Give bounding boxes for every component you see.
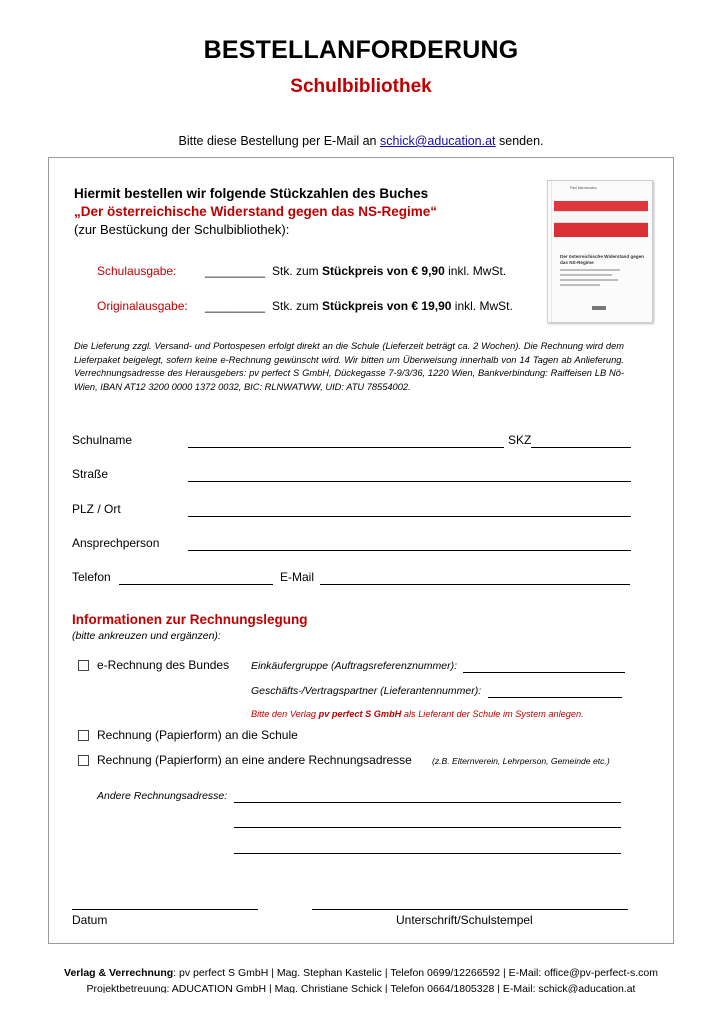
edition-label-school: Schulausgabe: (97, 264, 177, 278)
send-prefix: Bitte diese Bestellung per E-Mail an (178, 134, 377, 148)
phone-input[interactable] (119, 584, 273, 585)
edition-qty-text: Stk. zum (272, 264, 319, 278)
supplier-note-company: pv perfect S GmbH (318, 709, 402, 719)
edition-price: Stückpreis von € 9,90 (322, 264, 445, 278)
send-suffix: senden. (499, 134, 544, 148)
partner-input[interactable] (488, 697, 622, 698)
edition-qty-text: Stk. zum (272, 299, 319, 313)
supplier-note (251, 709, 584, 719)
book-cover-title: Der österreichische Widerstand gegen das NS-Regime (560, 254, 644, 265)
buyer-group-label: Einkäufergruppe (Auftragsreferenznummer): (251, 660, 458, 672)
field-label-skz: SKZ (508, 433, 532, 447)
paper-invoice-school-label: Rechnung (Papierform) an die Schule (97, 728, 298, 742)
e-invoice-label: e-Rechnung des Bundes (97, 658, 230, 672)
signature-input[interactable] (312, 909, 628, 910)
other-address-line-2[interactable] (234, 827, 621, 828)
supplier-note-prefix: Bitte den Verlag (251, 709, 317, 719)
signature-label: Unterschrift/Schulstempel (396, 913, 533, 927)
school-name-input[interactable] (188, 447, 504, 448)
footer-publisher (0, 967, 722, 979)
field-label-email: E-Mail (280, 570, 315, 584)
billing-hint: (bitte ankreuzen und ergänzen): (72, 630, 221, 642)
footer-project (0, 983, 722, 993)
date-label: Datum (72, 913, 108, 927)
footer-project-details: Projektbetreuung: ADUCATION GmbH | Mag. Christiane Schick | Telefon 0664/1805328 | E-Mail: schick@aducation.at (86, 983, 636, 993)
street-input[interactable] (188, 481, 631, 482)
send-instruction (0, 134, 722, 148)
edition-line-school (272, 264, 506, 278)
edition-tax: inkl. MwSt. (454, 299, 513, 313)
billing-heading: Informationen zur Rechnungslegung (72, 612, 308, 627)
field-label-contact: Ansprechperson (72, 536, 160, 550)
email-input[interactable] (320, 584, 630, 585)
edition-label-original: Originalausgabe: (97, 299, 188, 313)
footer-publisher-heading: Verlag & Verrechnung (64, 967, 174, 979)
other-address-line-3[interactable] (234, 853, 621, 854)
paper-invoice-other-checkbox[interactable] (78, 755, 89, 766)
delivery-payment-terms: Die Lieferung zzgl. Versand- und Portospesen erfolgt direkt an die Schule (Lieferzeit beträgt ca. 2 Wochen). Die Rechnung wird dem Lieferpaket beigelegt, sofern keine e-Rechnung gewünscht wird. Wir bitten um Überweisung innerhalb von 14 Tagen ab Anlieferung. Verrechnungsadresse des Herausgebers: pv perfect S GmbH, Dückegasse 7-9/3/36, 1220 Wien, Bankverbindung: Raiffeisen LB Nö-Wien, IBAN AT12 3200 0000 1372 0032, BIC: RLNWATWW, UID: ATU 78554002. (74, 341, 624, 392)
contact-input[interactable] (188, 550, 631, 551)
paper-invoice-other-label: Rechnung (Papierform) an eine andere Rechnungsadresse (97, 753, 412, 767)
field-label-school-name: Schulname (72, 433, 133, 447)
field-label-street: Straße (72, 467, 109, 481)
book-cover-image (547, 180, 653, 323)
footer-publisher-details: : pv perfect S GmbH | Mag. Stephan Kastelic | Telefon 0699/12266592 | E-Mail: office@pv-perfect-s.com (173, 967, 658, 979)
order-purpose: (zur Bestückung der Schulbibliothek): (74, 222, 290, 237)
edition-line-original (272, 299, 513, 313)
supplier-note-suffix: als Lieferant der Schule im System anlegen. (403, 709, 584, 719)
send-email-link[interactable]: schick@aducation.at (380, 134, 496, 148)
other-address-line-1[interactable] (234, 802, 621, 803)
order-intro: Hiermit bestellen wir folgende Stückzahlen des Buches (74, 186, 429, 201)
partner-label: Geschäfts-/Vertragspartner (Lieferantennummer): (251, 685, 482, 697)
edition-qty-blank-original[interactable]: _________ (205, 299, 266, 313)
paper-invoice-other-hint: (z.B. Elternverein, Lehrperson, Gemeinde etc.) (432, 756, 610, 766)
zip-city-input[interactable] (188, 516, 631, 517)
book-cover-author: Paul Marholowics (570, 186, 597, 190)
field-label-phone: Telefon (72, 570, 111, 584)
page-title: BESTELLANFORDERUNG (203, 36, 519, 64)
buyer-group-input[interactable] (463, 672, 625, 673)
field-label-zip-city: PLZ / Ort (72, 502, 121, 516)
book-title: „Der österreichische Widerstand gegen das NS-Regime“ (74, 204, 437, 219)
paper-invoice-school-checkbox[interactable] (78, 730, 89, 741)
skz-input[interactable] (531, 447, 631, 448)
date-input[interactable] (72, 909, 258, 910)
edition-price: Stückpreis von € 19,90 (322, 299, 452, 313)
edition-qty-blank-school[interactable]: _________ (205, 264, 266, 278)
e-invoice-checkbox[interactable] (78, 660, 89, 671)
page-subtitle: Schulbibliothek (290, 76, 432, 97)
edition-tax: inkl. MwSt. (448, 264, 507, 278)
other-address-label: Andere Rechnungsadresse: (97, 790, 228, 802)
